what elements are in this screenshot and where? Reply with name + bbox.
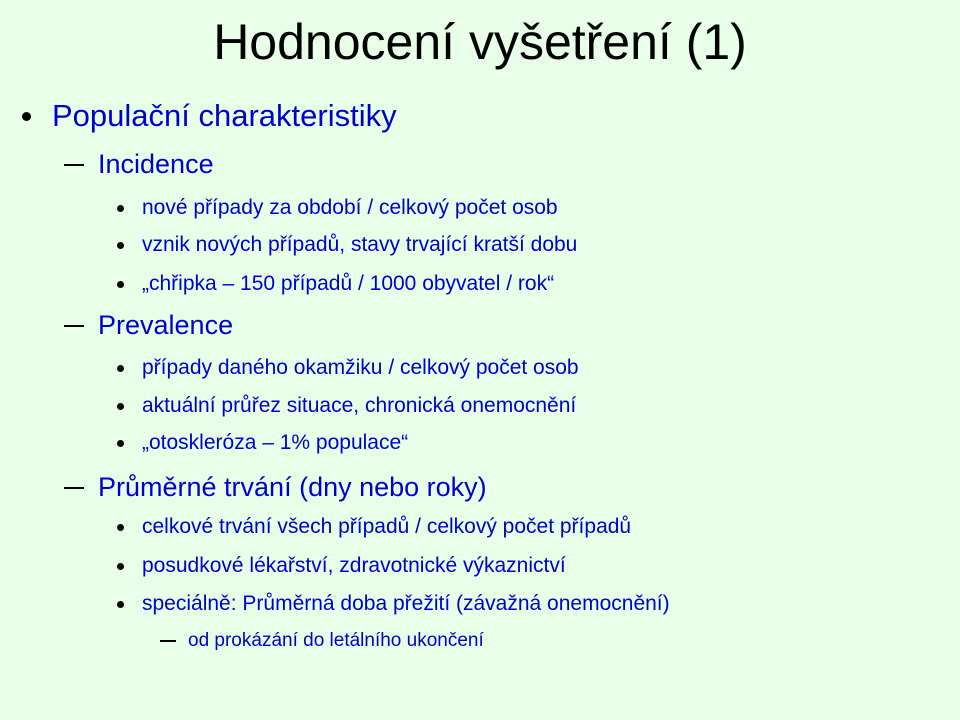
bullet-text: posudkové lékařství, zdravotnické výkaznictví (142, 554, 566, 577)
bullet-item-level3 (117, 515, 631, 539)
bullet-dash-icon (64, 487, 84, 489)
bullet-item-level3 (117, 394, 576, 418)
bullet-text: „otoskleróza – 1% populace“ (142, 431, 409, 454)
bullet-dot-icon (117, 563, 124, 570)
bullet-item-level3 (117, 592, 670, 616)
bullet-text: nové případy za období / celkový počet osob (142, 196, 558, 219)
bullet-text: „chřipka – 150 případů / 1000 obyvatel / rok“ (142, 272, 555, 295)
bullet-text: Populační charakteristiky (52, 98, 397, 133)
bullet-text: Prevalence (98, 310, 234, 340)
bullet-item-level2 (64, 472, 487, 503)
bullet-dash-icon (64, 325, 84, 327)
bullet-item-level3 (117, 356, 579, 380)
bullet-item-level3 (117, 554, 566, 578)
bullet-dot-icon (117, 205, 124, 212)
bullet-text: Průměrné trvání (dny nebo roky) (98, 472, 487, 502)
bullet-dot-icon (117, 403, 124, 410)
bullet-dash-icon (160, 640, 176, 642)
bullet-dot-icon (117, 601, 124, 608)
bullet-item-level3 (117, 196, 558, 220)
bullet-dot-icon (117, 365, 124, 372)
bullet-item-level2 (64, 310, 233, 341)
bullet-item-level2 (64, 149, 214, 180)
bullet-text: případy daného okamžiku / celkový počet osob (142, 356, 579, 379)
bullet-text: Incidence (98, 149, 214, 179)
bullet-item-level3 (117, 272, 554, 296)
bullet-dot-icon (117, 524, 124, 531)
bullet-dot-icon (117, 281, 124, 288)
slide-title: Hodnocení vyšetření (1) (213, 14, 747, 70)
bullet-dash-icon (64, 164, 84, 166)
bullet-text: aktuální průřez situace, chronická onemocnění (142, 394, 577, 417)
bullet-dot-icon (117, 440, 124, 447)
bullet-item-level3 (117, 233, 577, 257)
bullet-item-level3 (117, 431, 408, 455)
bullet-text: vznik nových případů, stavy trvající kratší dobu (142, 233, 578, 256)
bullet-dot-icon (22, 112, 31, 121)
bullet-text: speciálně: Průměrná doba přežití (závažná onemocnění) (142, 592, 670, 615)
bullet-text: od prokázání do letálního ukončení (188, 630, 484, 651)
bullet-text: celkové trvání všech případů / celkový počet případů (142, 515, 632, 538)
bullet-item-level4 (160, 630, 484, 652)
bullet-dot-icon (117, 242, 124, 249)
bullet-item-level1 (22, 98, 397, 134)
